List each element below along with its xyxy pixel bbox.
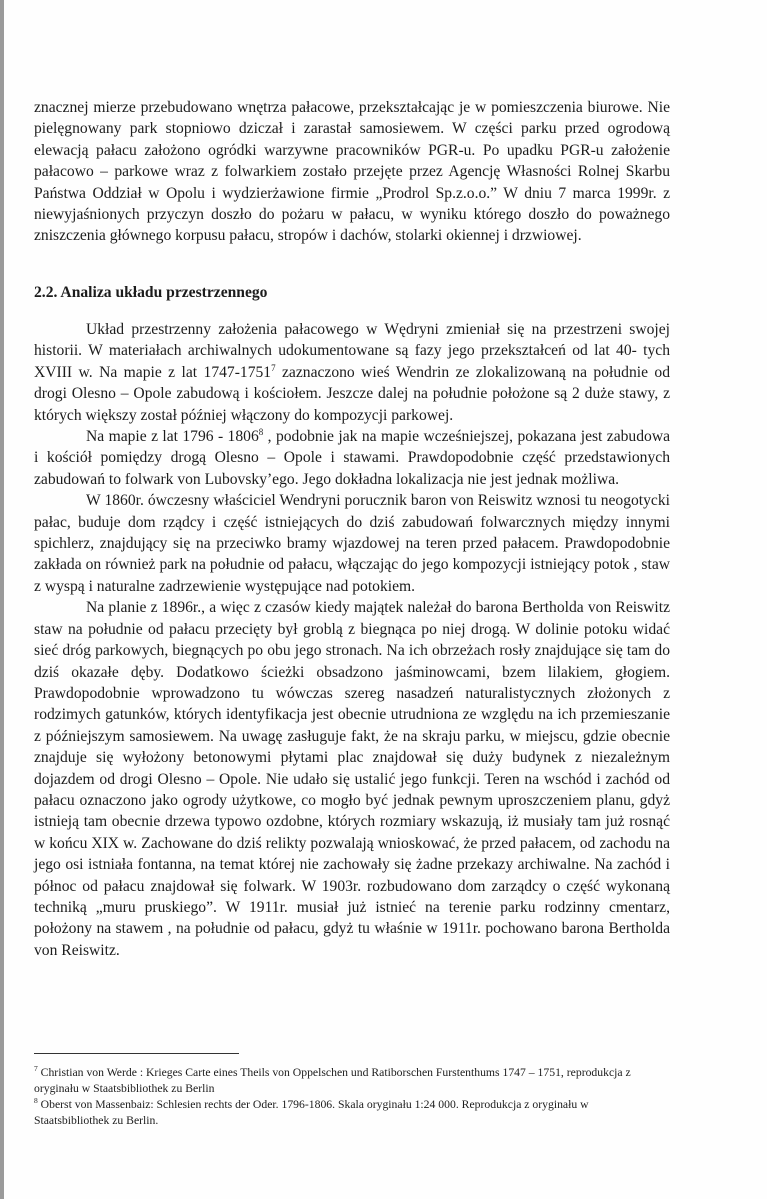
footnote-ref-8[interactable]: 8 bbox=[258, 426, 264, 437]
paragraph-2 bbox=[34, 426, 670, 490]
paragraph-1-text-b: zaznaczono wieś Wendrin ze zlokalizowaną na południe od drogi Olesno – Opole zabudową i kościołem. Jeszcze dalej na południe położone są 2 duże stawy, z których większy został później włączony do kompozycji parkowej. bbox=[34, 363, 670, 424]
section-body bbox=[34, 319, 670, 961]
footnote-text: Oberst von Massenbaiz: Schlesien rechts der Oder. 1796-1806. Skala oryginału 1:24 000. Reprodukcja z oryginału w Staatsbibliothek zu Berlin. bbox=[34, 1098, 589, 1127]
document-page bbox=[34, 97, 670, 1127]
intro-paragraph: znacznej mierze przebudowano wnętrza pałacowe, przekształcając je w pomieszczenia biurowe. Nie pielęgnowany park stopniowo dziczał i zarastał samosiewem. W części parku przed ogrodową elewacją pałacu założono ogródki warzywne pracowników PGR-u. Po upadku PGR-u założenie pałacowo – parkowe wraz z folwarkiem zostało przejęte przez Agencję Własności Rolnej Skarbu Państwa Oddział w Opolu i wydzierżawione firmie „Prodrol Sp.z.o.o.” W dniu 7 marca 1999r. z niewyjaśnionych przyczyn doszło do pożaru w pałacu, w wyniku którego doszło do poważnego zniszczenia głównego korpusu pałacu, stropów i dachów, stolarki okiennej i drzwiowej. bbox=[34, 99, 670, 245]
paragraph-1-text-a: Układ przestrzenny założenia pałacowego w Wędryni zmieniał się na przestrzeni swojej historii. W materiałach archiwalnych udokumentowane są fazy jego przekształceń od lat 40- tych XVIII w. Na mapie z lat 1747-1751 bbox=[34, 321, 670, 381]
footnote-separator bbox=[34, 1053, 239, 1054]
paragraph-2-text-a: Na mapie z lat 1796 - 1806 bbox=[86, 428, 259, 446]
paragraph-3: W 1860r. ówczesny właściciel Wendryni porucznik baron von Reiswitz wznosi tu neogotycki pałac, buduje dom rządcy i część istniejących do dziś zabudowań folwarcznych między innymi spichlerz, znajdujący się na przeciwko bramy wjazdowej na teren przed pałacem. Prawdopodobnie zakłada on również park na południe od pałacu, włączając do jego kompozycji istniejący potok , staw z wyspą i naturalne zadrzewienie występujące nad potokiem. bbox=[34, 492, 670, 595]
footnote-mark: 7 bbox=[34, 1064, 38, 1074]
footnote-8 bbox=[34, 1097, 654, 1128]
paragraph-4: Na planie z 1896r., a więc z czasów kiedy majątek należał do barona Bertholda von Reiswitz staw na południe od pałacu przecięty był groblą z biegnąca po niej drogą. W dolinie potoku widać sieć dróg parkowych, biegnących po obu jego stronach. Na ich obrzeżach rosły znajdujące się tam do dziś okazałe dęby. Dodatkowo ścieżki obsadzono jaśminowcami, bzem lilakiem, głogiem. Prawdopodobnie wprowadzono tu wówczas szereg nasadzeń naturalistycznych złożonych z rodzimych gatunków, których identyfikacja jest obecnie utrudniona ze względu na ich przemieszanie z późniejszym samosiewem. Na uwagę zasługuje fakt, że na skraju parku, w miejscu, gdzie obecnie znajduje się wyłożony betonowymi płytami plac znajdował się duży budynek z niezależnym dojazdem od drogi Olesno – Opole. Nie udało się ustalić jego funkcji. Teren na wschód i zachód od pałacu oznaczono jako ogrody użytkowe, co mogło być jednak pewnym uproszczeniem planu, gdyż istnieją tam obecnie drzewa typowo ozdobne, których rozmiary wskazują, iż musiały tam już rosnąć w końcu XIX w. Zachowane do dziś relikty pozwalają wnioskować, że przed pałacem, od zachodu na jego osi istniała fontanna, na temat której nie zachowały się żadne przekazy archiwalne. Na zachód i północ od pałacu znajdował się folwark. W 1903r. rozbudowano dom zarządcy o część wykonaną techniką „muru pruskiego”. W 1911r. musiał już istnieć na terenie parku rodzinny cmentarz, położony na stawem , na południe od pałacu, gdyż tu właśnie w 1911r. pochowano barona Bertholda von Reiswitz. bbox=[34, 599, 670, 959]
scan-edge-shadow bbox=[0, 0, 4, 1199]
footnote-text: Christian von Werde : Krieges Carte eines Theils von Oppelschen und Ratiborschen Furstenthums 1747 – 1751, reprodukcja z oryginału w Staatsbibliothek zu Berlin bbox=[34, 1066, 631, 1095]
section-heading: 2.2. Analiza układu przestrzennego bbox=[34, 284, 268, 301]
paragraph-2-text-b: , podobnie jak na mapie wcześniejszej, pokazana jest zabudowa i kościół pomiędzy drogą Olesno – Opole i stawami. Prawdopodobnie część przedstawionych zabudowań to folwark von Lubovsky’ego. Jego dokładna lokalizacja nie jest jednak możliwa. bbox=[34, 428, 670, 488]
footnote-mark: 8 bbox=[34, 1096, 38, 1106]
paragraph-1 bbox=[34, 319, 670, 426]
footnote-ref-7[interactable]: 7 bbox=[271, 362, 276, 373]
footnotes bbox=[34, 1065, 654, 1129]
footnote-7 bbox=[34, 1065, 654, 1096]
